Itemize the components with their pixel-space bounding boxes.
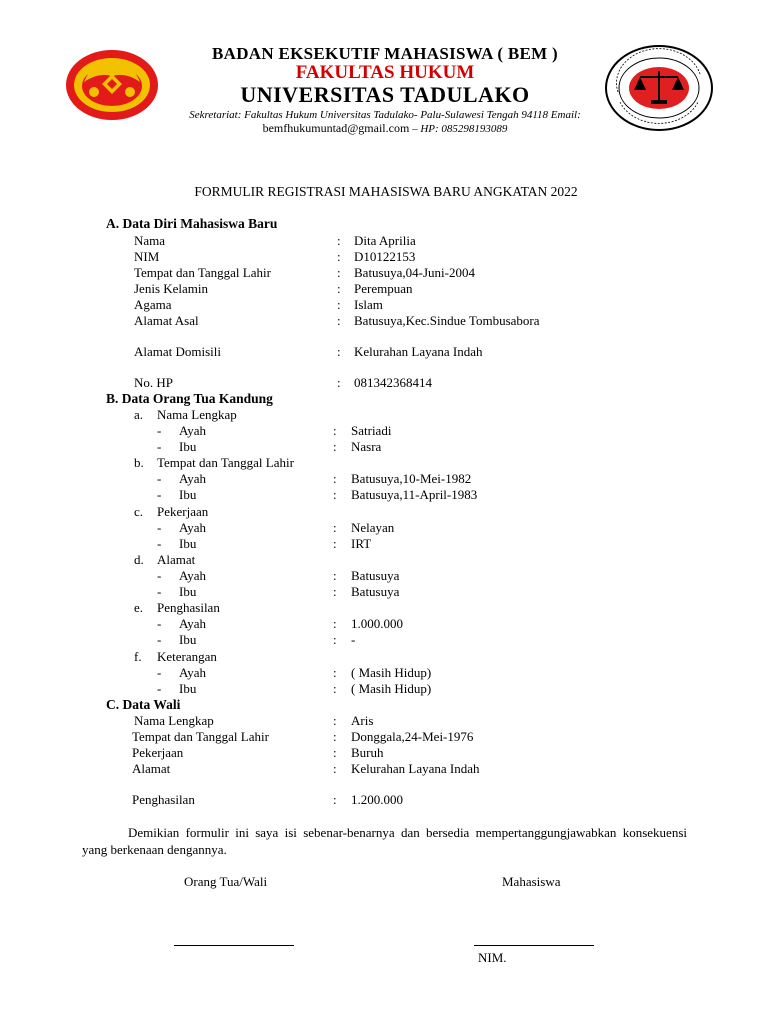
signature-left-line (174, 945, 294, 946)
ayah-label: Ayah (179, 568, 206, 583)
ibu-value: Batusuya (351, 584, 400, 599)
row-colon: : (337, 313, 341, 328)
group-label: Penghasilan (157, 600, 220, 615)
statement-paragraph: Demikian formulir ini saya isi sebenar-benarnya dan bersedia mempertanggungjawabkan konsekuensi yang berkenaan dengannya. (82, 825, 687, 857)
header-contact (160, 121, 610, 136)
row-colon: : (337, 249, 341, 264)
ayah-label: Ayah (179, 423, 206, 438)
row-colon: : (333, 568, 337, 583)
dash: - (157, 632, 162, 647)
header-faculty: FAKULTAS HUKUM (295, 62, 475, 83)
ibu-value: Batusuya,11-April-1983 (351, 487, 478, 502)
group-label: Tempat dan Tanggal Lahir (157, 455, 294, 470)
group-letter: d. (134, 552, 144, 567)
row-colon: : (333, 681, 337, 696)
ayah-value: Satriadi (351, 423, 392, 438)
row-label: Alamat Asal (134, 313, 199, 328)
row-value: Kelurahan Layana Indah (351, 761, 480, 776)
row-label: Pekerjaan (132, 745, 184, 760)
ayah-value: Nelayan (351, 520, 395, 535)
ibu-value: ( Masih Hidup) (351, 681, 432, 696)
group-letter: f. (134, 649, 142, 664)
bem-seal-icon (604, 44, 714, 132)
dash: - (157, 439, 162, 454)
dash: - (157, 584, 162, 599)
row-colon: : (333, 423, 337, 438)
row-label: Alamat (132, 761, 171, 776)
dash: - (157, 520, 162, 535)
group-letter: e. (134, 600, 144, 615)
header-org-name: BADAN EKSEKUTIF MAHASISWA ( BEM ) (211, 44, 558, 63)
ibu-value: - (351, 632, 356, 647)
row-label: Tempat dan Tanggal Lahir (134, 265, 271, 280)
group-letter: a. (134, 407, 144, 422)
row-label: Alamat Domisili (134, 344, 222, 359)
row-colon: : (333, 665, 337, 680)
row-label: No. HP (134, 375, 174, 390)
dash: - (157, 487, 162, 502)
dash: - (157, 665, 162, 680)
row-label: NIM (134, 249, 160, 264)
dash: - (157, 536, 162, 551)
row-value: Dita Aprilia (354, 233, 416, 248)
row-label: Nama (134, 233, 166, 248)
row-value: Kelurahan Layana Indah (354, 344, 483, 359)
row-colon: : (333, 471, 337, 486)
row-colon: : (333, 632, 337, 647)
header-phone: – HP: 085298193089 (409, 123, 508, 135)
ibu-label: Ibu (179, 439, 197, 454)
row-colon: : (333, 792, 337, 807)
row-colon: : (337, 233, 341, 248)
signature-right-line (474, 945, 594, 946)
group-letter: c. (134, 504, 144, 519)
ibu-label: Ibu (179, 632, 197, 647)
row-colon: : (333, 761, 337, 776)
row-colon: : (337, 297, 341, 312)
row-value: Islam (354, 297, 383, 312)
row-colon: : (337, 265, 341, 280)
section-a-heading: A. Data Diri Mahasiswa Baru (106, 216, 278, 231)
nim-label: NIM. (478, 950, 507, 965)
row-colon: : (333, 536, 337, 551)
ayah-label: Ayah (179, 616, 206, 631)
row-colon: : (337, 344, 341, 359)
row-label: Agama (134, 297, 172, 312)
row-colon: : (337, 281, 341, 296)
row-label: Jenis Kelamin (134, 281, 209, 296)
row-label: Nama Lengkap (134, 713, 214, 728)
row-value: Buruh (351, 745, 384, 760)
section-b-heading: B. Data Orang Tua Kandung (106, 391, 273, 406)
university-logo (64, 48, 160, 122)
row-label: Tempat dan Tanggal Lahir (132, 729, 269, 744)
dash: - (157, 568, 162, 583)
form-title: FORMULIR REGISTRASI MAHASISWA BARU ANGKATAN 2022 (194, 184, 578, 199)
ibu-value: IRT (351, 536, 372, 551)
header-address: Sekretariat: Fakultas Hukum Universitas Tadulako- Palu-Sulawesi Tengah 94118 Email: (189, 109, 581, 121)
row-value: 081342368414 (354, 375, 432, 390)
dash: - (157, 616, 162, 631)
dash: - (157, 681, 162, 696)
row-colon: : (333, 713, 337, 728)
ayah-value: Batusuya (351, 568, 400, 583)
group-label: Nama Lengkap (157, 407, 237, 422)
row-value: D10122153 (354, 249, 416, 264)
row-colon: : (337, 375, 341, 390)
row-colon: : (333, 439, 337, 454)
row-colon: : (333, 729, 337, 744)
row-colon: : (333, 487, 337, 502)
row-value: Donggala,24-Mei-1976 (351, 729, 474, 744)
ayah-value: 1.000.000 (351, 616, 403, 631)
row-colon: : (333, 520, 337, 535)
ayah-label: Ayah (179, 520, 206, 535)
row-value: Batusuya,04-Juni-2004 (354, 265, 475, 280)
row-value: Batusuya,Kec.Sindue Tombusabora (354, 313, 540, 328)
ibu-label: Ibu (179, 681, 197, 696)
ibu-label: Ibu (179, 487, 197, 502)
row-label: Penghasilan (132, 792, 195, 807)
dash: - (157, 423, 162, 438)
group-label: Keterangan (157, 649, 217, 664)
signature-left-label: Orang Tua/Wali (184, 874, 268, 889)
row-colon: : (333, 745, 337, 760)
header-email: bemfhukumuntad@gmail.com (262, 121, 410, 135)
ayah-label: Ayah (179, 665, 206, 680)
group-letter: b. (134, 455, 144, 470)
row-value: Perempuan (354, 281, 413, 296)
row-colon: : (333, 584, 337, 599)
row-value: 1.200.000 (351, 792, 403, 807)
group-label: Alamat (157, 552, 196, 567)
ayah-value: ( Masih Hidup) (351, 665, 432, 680)
header-university: UNIVERSITAS TADULAKO (240, 82, 530, 107)
row-value: Aris (351, 713, 374, 728)
ayah-value: Batusuya,10-Mei-1982 (351, 471, 472, 486)
signature-right-label: Mahasiswa (502, 874, 561, 889)
bem-seal (604, 44, 714, 132)
group-label: Pekerjaan (157, 504, 209, 519)
ibu-label: Ibu (179, 536, 197, 551)
ayah-label: Ayah (179, 471, 206, 486)
ibu-value: Nasra (351, 439, 382, 454)
section-c-heading: C. Data Wali (106, 697, 181, 712)
ibu-label: Ibu (179, 584, 197, 599)
dash: - (157, 471, 162, 486)
university-emblem-icon (64, 48, 160, 122)
row-colon: : (333, 616, 337, 631)
